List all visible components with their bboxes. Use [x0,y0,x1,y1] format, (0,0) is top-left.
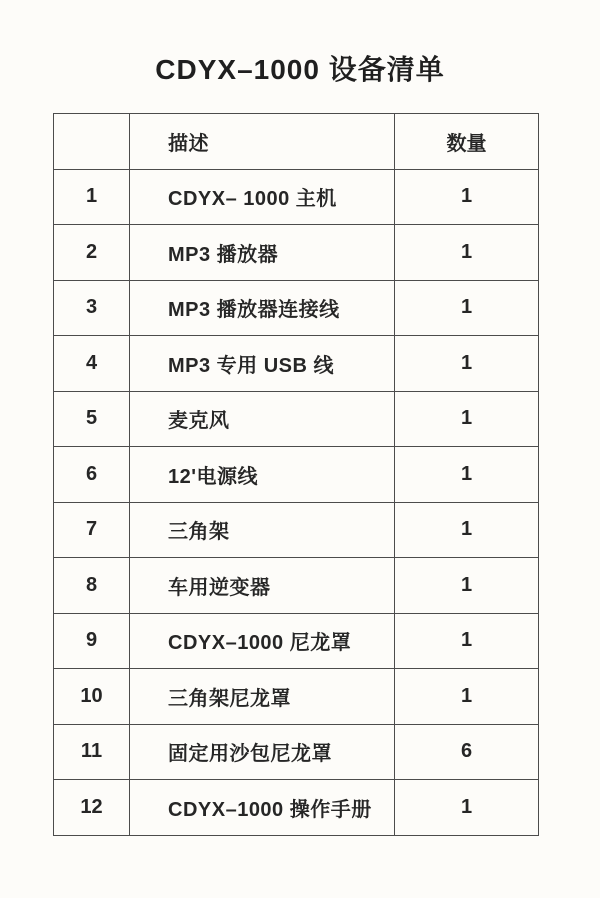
row-index: 5 [54,391,130,447]
row-quantity: 1 [395,502,539,558]
row-index: 1 [54,169,130,225]
row-quantity: 1 [395,225,539,281]
row-quantity: 1 [395,336,539,392]
table-row [54,169,539,225]
equipment-list-table [53,113,539,836]
row-description: MP3 播放器 [130,225,395,281]
row-description: MP3 播放器连接线 [130,280,395,336]
table-row [54,613,539,669]
row-description: MP3 专用 USB 线 [130,336,395,392]
row-description: 固定用沙包尼龙罩 [130,724,395,780]
row-description: CDYX–1000 尼龙罩 [130,613,395,669]
row-quantity: 1 [395,169,539,225]
table-row [54,447,539,503]
row-description: 三角架尼龙罩 [130,669,395,725]
row-index: 11 [54,724,130,780]
row-quantity: 1 [395,391,539,447]
row-index: 3 [54,280,130,336]
row-quantity: 1 [395,280,539,336]
row-quantity: 6 [395,724,539,780]
row-description: CDYX–1000 操作手册 [130,780,395,836]
row-index: 12 [54,780,130,836]
row-index: 9 [54,613,130,669]
row-quantity: 1 [395,613,539,669]
row-index: 6 [54,447,130,503]
table-row [54,225,539,281]
row-description: 车用逆变器 [130,558,395,614]
row-index: 10 [54,669,130,725]
row-index: 7 [54,502,130,558]
table-row [54,558,539,614]
table-row [54,780,539,836]
table-row [54,391,539,447]
table-header-row [54,114,539,170]
row-description: CDYX– 1000 主机 [130,169,395,225]
row-description: 12'电源线 [130,447,395,503]
row-index: 4 [54,336,130,392]
table-row [54,724,539,780]
row-index: 8 [54,558,130,614]
row-quantity: 1 [395,558,539,614]
row-description: 麦克风 [130,391,395,447]
row-quantity: 1 [395,447,539,503]
table-row [54,502,539,558]
header-index [54,114,130,170]
header-quantity: 数量 [395,114,539,170]
row-quantity: 1 [395,669,539,725]
table-row [54,669,539,725]
table-row [54,280,539,336]
page-title: CDYX–1000 设备清单 [155,54,445,85]
header-description: 描述 [130,114,395,170]
row-index: 2 [54,225,130,281]
row-quantity: 1 [395,780,539,836]
table-row [54,336,539,392]
row-description: 三角架 [130,502,395,558]
